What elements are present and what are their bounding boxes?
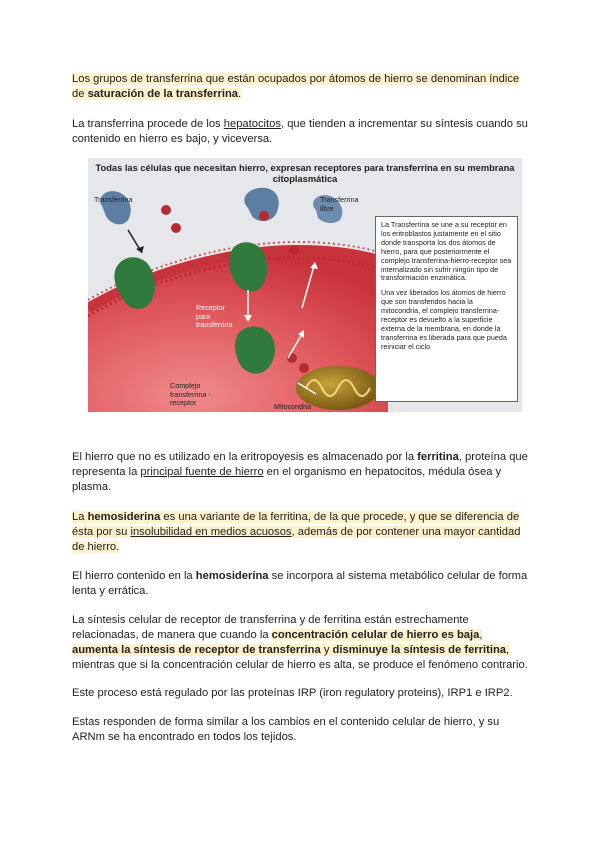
transferrin-receptor-figure [88,158,522,412]
label-transferrina-libre: Transferrina libre [320,195,359,213]
label-mitocondria: Mitocondria [274,402,312,411]
iron-atom [161,205,171,215]
highlighted-text: concentración celular de hierro es baja, aumenta la síntesis de receptor de transferrina y disminuye la síntesis de ferritina, [72,629,510,656]
iron-atom [289,245,299,255]
figure-explanation-box [375,216,518,402]
bold-term: saturación de la transferrina [87,88,239,100]
paragraph-irp-regulation: Este proceso está regulado por las proteínas IRP (iron regulatory proteins), IRP1 e IRP2. [72,687,513,699]
bold-term: aumenta la síntesis de receptor de transferrina [72,644,321,656]
bold-term: hemosiderina [195,570,269,582]
bold-term: hemosiderina [87,511,161,523]
bold-term: ferritina [417,451,459,463]
label-receptor: Receptor para transferrina [196,303,233,330]
paragraph-irp-response: Estas responden de forma similar a los cambios en el contenido celular de hierro, y su ARNm se ha encontrado en todos los tejidos. [72,716,500,743]
paragraph-receptor-synthesis: La síntesis celular de receptor de transferrina y de ferritina están estrechamente relacionadas, de manera que cuando la concentración celular de hierro es baja, aumenta la síntesis de receptor de transferrina y disminuye la síntesis de ferritina, mientras que si la concentración celular de hierro es alta, se produce el fenómeno contrario. [72,614,528,671]
paragraph-transferrin-origin: La transferrina procede de los hepatocitos, que tienden a incrementar su síntesis cuando su contenido en hierro es bajo, y viceversa. [72,118,528,145]
box-paragraph: La Transferrina se une a su receptor en los eritroblastos justamente en el sitio donde transporta los dos átomos de hierro, para que posteriormente el complejo transferrina-hierro-receptor sea internalizado sin sufrir ningún tipo de transformación enzimática. [381,220,512,283]
underlined-term: principal fuente de hierro [140,466,264,478]
highlighted-text: Los grupos de transferrina que están ocupados por átomos de hierro se denominan índice de saturación de la transferrina. [72,73,520,100]
underlined-term: insolubilidad en medios acuosos [130,526,292,538]
paragraph-hemosiderin-metabolism: El hierro contenido en la hemosiderina se incorpora al sistema metabólico celular de forma lenta y errática. [72,570,528,597]
box-paragraph: Una vez liberados los átomos de hierro que son transferidos hacia la mitocondria, el complejo transferrina-receptor es devuelto a la superficie externa de la membrana, en donde la transferrina es liberada para que pueda reiniciar el ciclo [381,288,507,351]
paragraph-transferrin-saturation [72,72,532,102]
figure-title: Todas las células que necesitan hierro, expresan receptores para transferrina en su membrana citoplasmática [95,163,515,184]
paragraph-hemosiderin [72,510,532,555]
underlined-term: hepatocitos [223,118,281,130]
iron-atom [171,223,181,233]
bold-term: disminuye la síntesis de ferritina [332,644,506,656]
iron-atom [299,363,309,373]
label-complejo: Complejo transferrina - receptor [170,381,211,408]
highlighted-text: La hemosiderina es una variante de la ferritina, de la que procede, y que se diferencia de ésta por su insolubilidad en medios acuosos, además de por contener una mayor cantidad de hierro. [72,511,521,553]
label-transferrina: Transferrina [94,195,133,204]
bold-term: concentración celular de hierro es baja [271,629,480,641]
paragraph-ferritin: El hierro que no es utilizado en la eritropoyesis es almacenado por la ferritina, proteína que representa la principal fuente de hierro en el organismo en hepatocitos, médula ósea y plasma. [72,451,528,493]
iron-atom [259,211,269,221]
